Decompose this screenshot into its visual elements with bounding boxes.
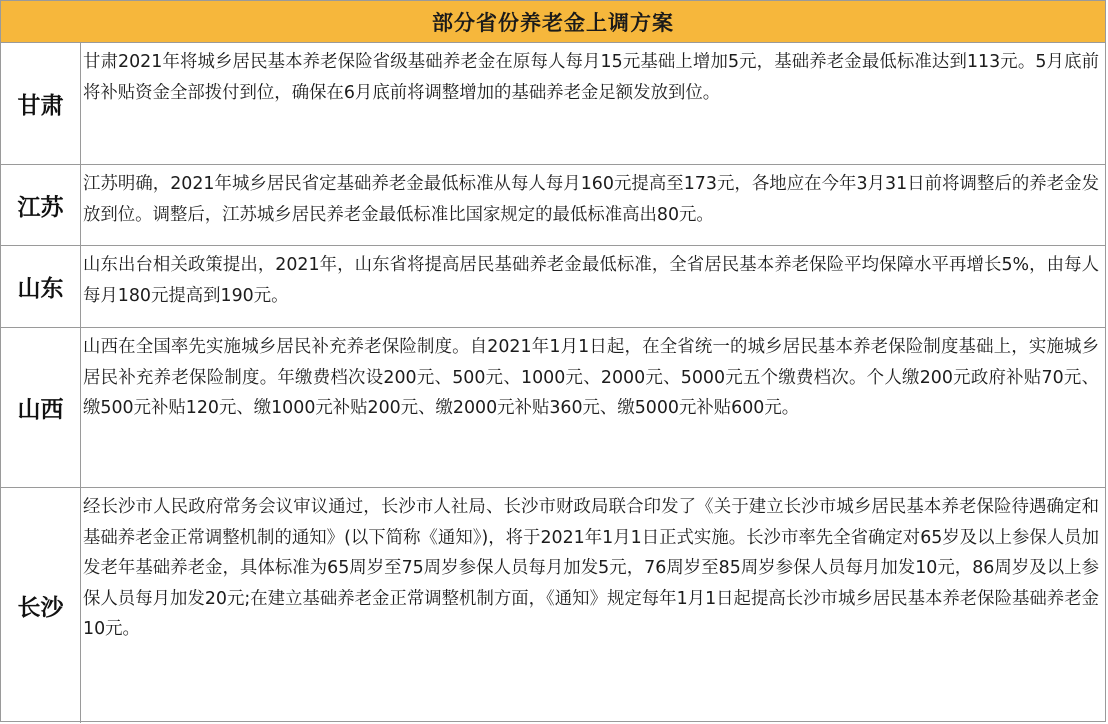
policy-text: 甘肃2021年将城乡居民基本养老保险省级基础养老金在原每人每月15元基础上增加5元，基础养老金最低标准达到113元。5月底前将补贴资金全部拨付到位，确保在6月底前将调整增加的基础养老金足额发放到位。 [83, 52, 1099, 103]
region-label: 甘肃 [1, 43, 81, 164]
region-label: 江苏 [1, 165, 81, 245]
policy-text: 江苏明确，2021年城乡居民省定基础养老金最低标准从每人每月160元提高至173元，各地应在今年3月31日前将调整后的养老金发放到位。调整后，江苏城乡居民养老金最低标准比国家规定的最低标准高出80元。 [83, 174, 1099, 225]
table-title: 部分省份养老金上调方案 [1, 1, 1105, 43]
table-row-changsha [1, 488, 1105, 723]
policy-text: 经长沙市人民政府常务会议审议通过，长沙市人社局、长沙市财政局联合印发了《关于建立长沙市城乡居民基本养老保险待遇确定和基础养老金正常调整机制的通知》(以下简称《通知》)，将于2021年1月1日正式实施。长沙市率先全省确定对65岁及以上参保人员加发老年基础养老金，具体标准为65周岁至75周岁参保人员每月加发5元，76周岁至85周岁参保人员每月加发10元，86周岁及以上参保人员每月加发20元;在建立基础养老金正常调整机制方面，《通知》规定每年1月1日起提高长沙市城乡居民基本养老保险基础养老金10元。 [83, 497, 1099, 639]
region-label: 山西 [1, 328, 81, 487]
region-label: 山东 [1, 246, 81, 327]
policy-text: 山西在全国率先实施城乡居民补充养老保险制度。自2021年1月1日起，在全省统一的城乡居民基本养老保险制度基础上，实施城乡居民补充养老保险制度。年缴费档次设200元、500元、1000元、2000元、5000元五个缴费档次。个人缴200元政府补贴70元、缴500元补贴120元、缴1000元补贴200元、缴2000元补贴360元、缴5000元补贴600元。 [83, 337, 1099, 418]
policy-text: 山东出台相关政策提出，2021年，山东省将提高居民基础养老金最低标准，全省居民基本养老保险平均保障水平再增长5%，由每人每月180元提高到190元。 [83, 255, 1099, 306]
table-row-shandong [1, 246, 1105, 328]
region-label: 长沙 [1, 488, 81, 723]
table-row-gansu [1, 43, 1105, 165]
table-row-shanxi [1, 328, 1105, 488]
table-row-jiangsu [1, 165, 1105, 246]
